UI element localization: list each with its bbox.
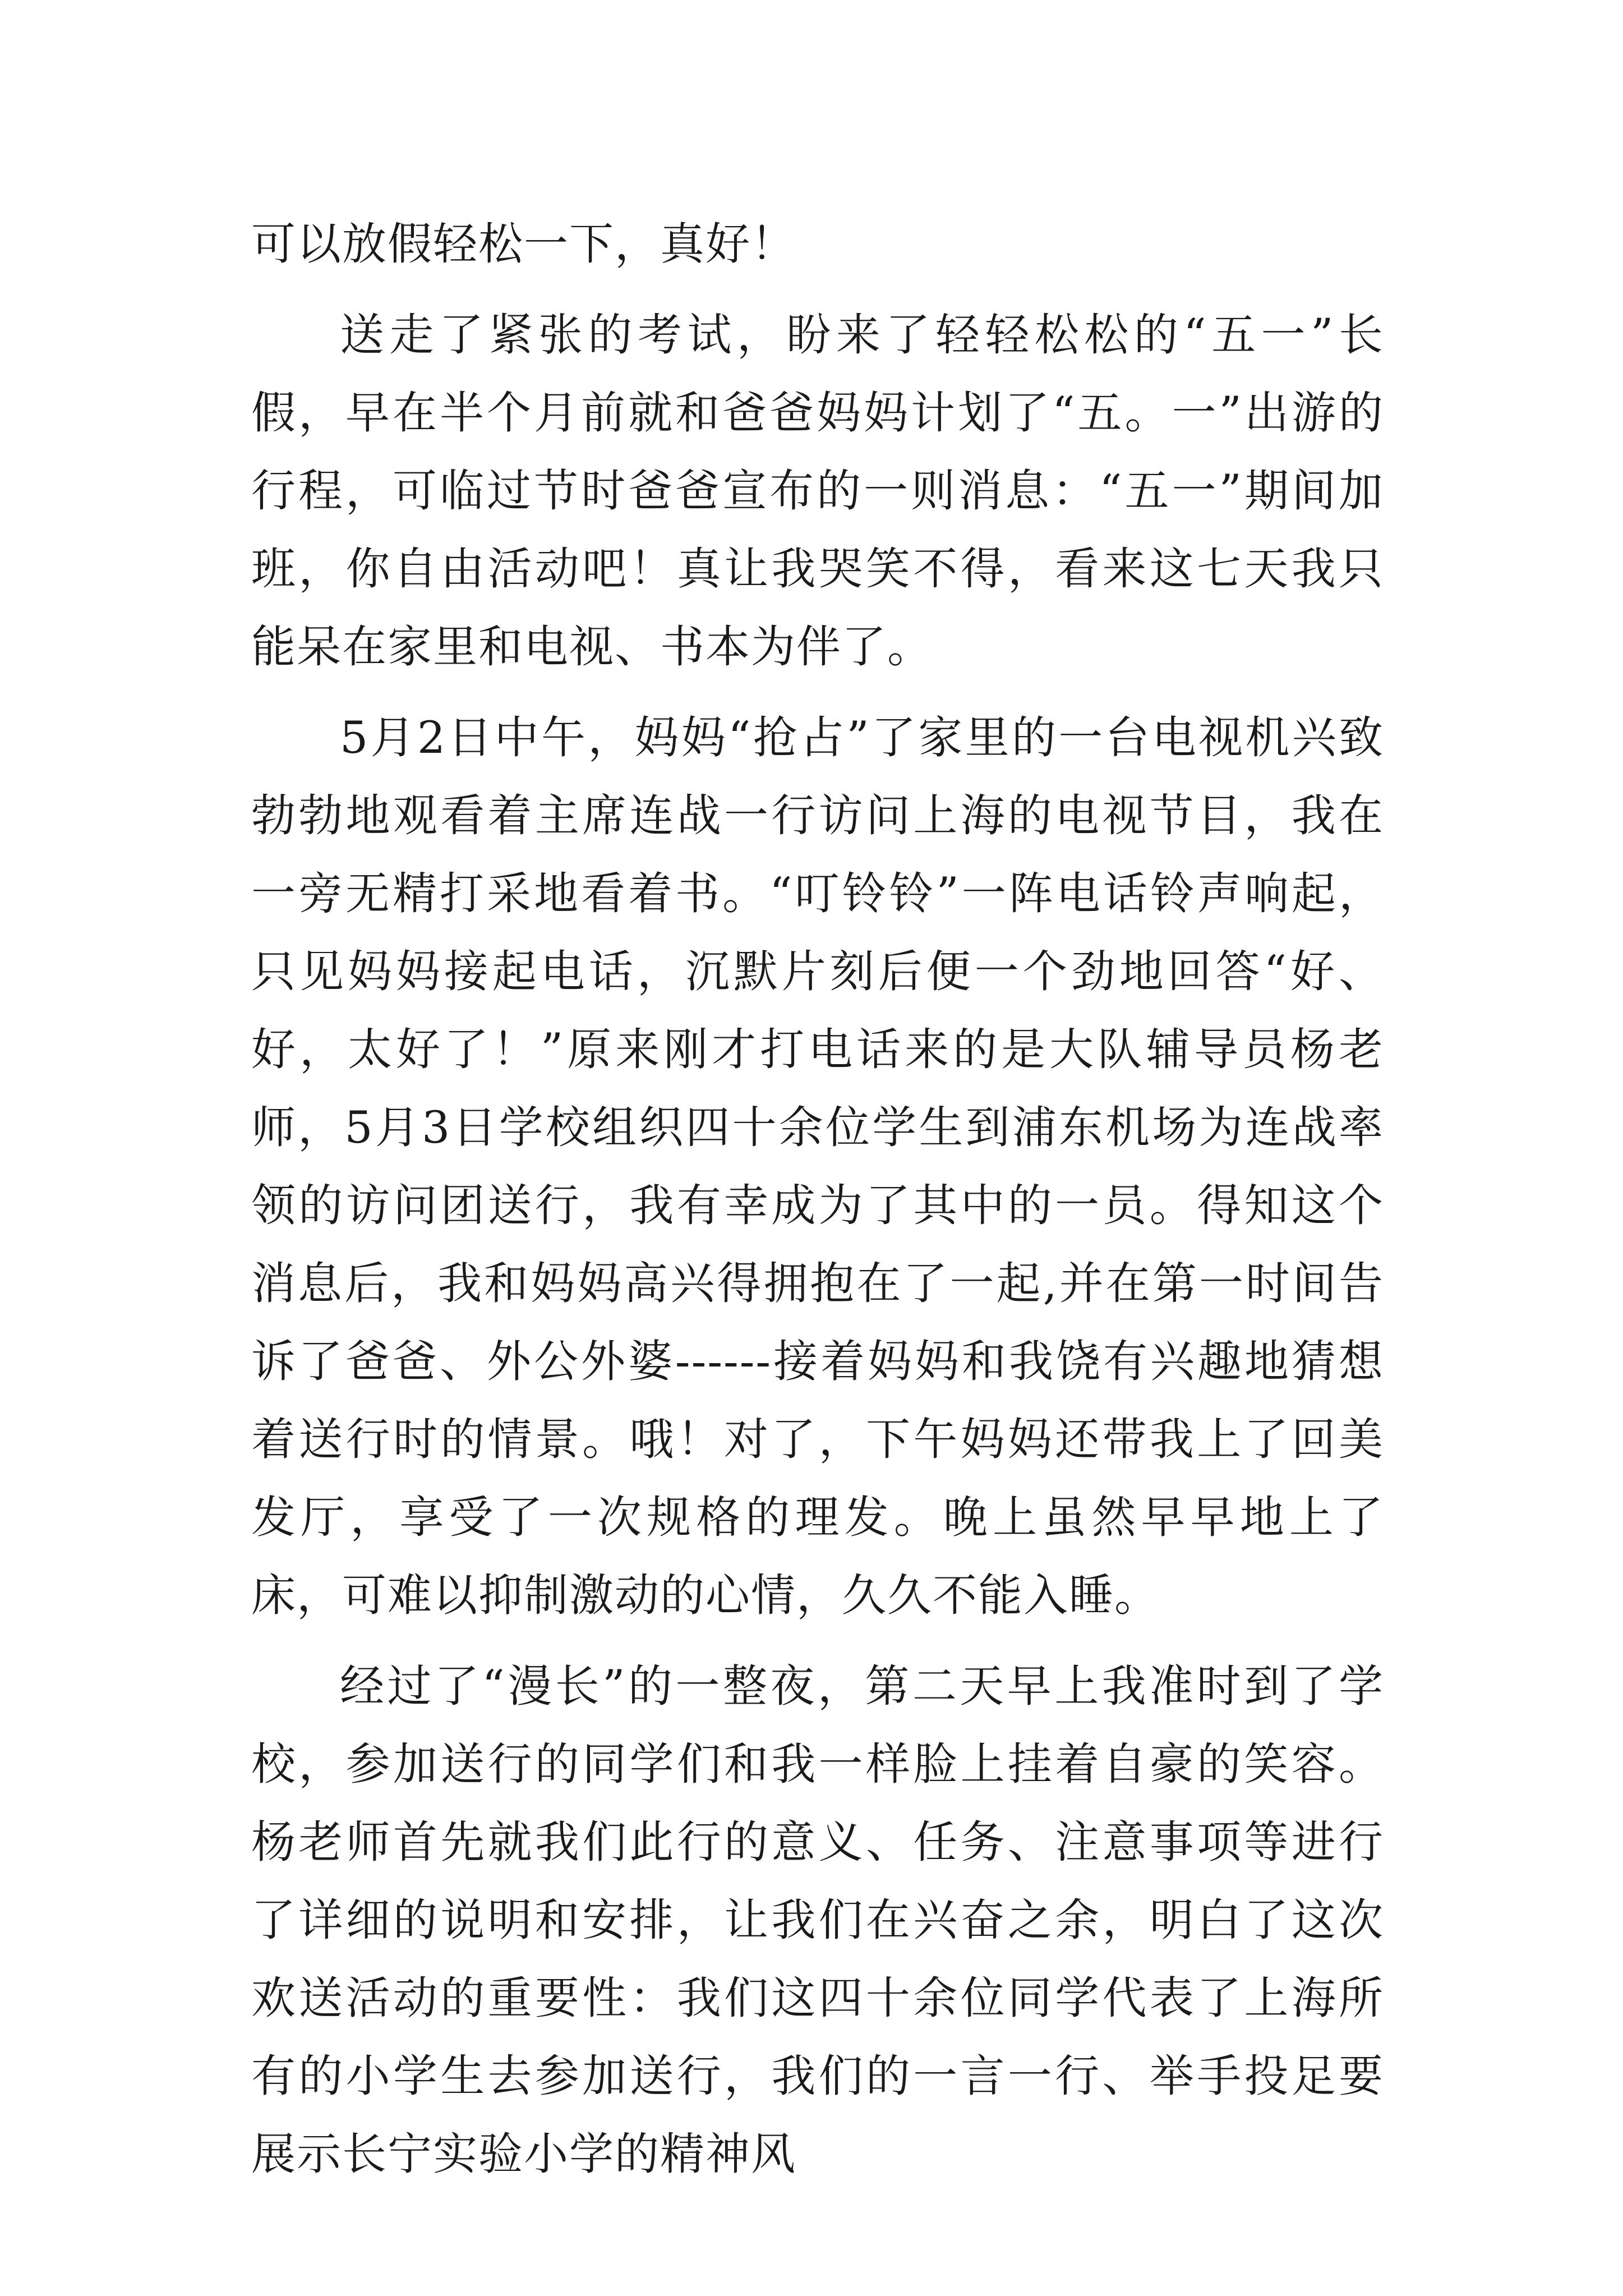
paragraph-4: 经过了“漫长”的一整夜，第二天早上我准时到了学校，参加送行的同学们和我一样脸上挂着自豪的笑容。杨老师首先就我们此行的意义、任务、注意事项等进行了详细的说明和安排，让我们在兴奋之余，明白了这次欢送活动的重要性：我们这四十余位同学代表了上海所有的小学生去参加送行，我们的一言一行、举手投足要展示长宁实验小学的精神风 xyxy=(251,1660,1384,2180)
paragraph-2: 送走了紧张的考试，盼来了轻轻松松的“五一”长假，早在半个月前就和爸爸妈妈计划了“五。一”出游的行程，可临过节时爸爸宣布的一则消息：“五一”期间加班，你自由活动吧！真让我哭笑不得，看来这七天我只能呆在家里和电视、书本为伴了。 xyxy=(251,309,1384,673)
document-body xyxy=(251,205,1384,2206)
paragraph-1: 可以放假轻松一下，真好！ xyxy=(251,218,796,270)
paragraph-3: 5月2日中午，妈妈“抢占”了家里的一台电视机兴致勃勃地观看着主席连战一行访问上海的电视节目，我在一旁无精打采地看着书。“叮铃铃”一阵电话铃声响起，只见妈妈接起电话，沉默片刻后便一个劲地回答“好、好，太好了！”原来刚才打电话来的是大队辅导员杨老师，5月3日学校组织四十余位学生到浦东机场为连战率领的访问团送行，我有幸成为了其中的一员。得知这个消息后，我和妈妈高兴得拥抱在了一起,并在第一时间告诉了爸爸、外公外婆------接着妈妈和我饶有兴趣地猜想着送行时的情景。哦！对了，下午妈妈还带我上了回美发厅，享受了一次规格的理发。晚上虽然早早地上了床，可难以抑制激动的心情，久久不能入睡。 xyxy=(251,712,1384,1621)
